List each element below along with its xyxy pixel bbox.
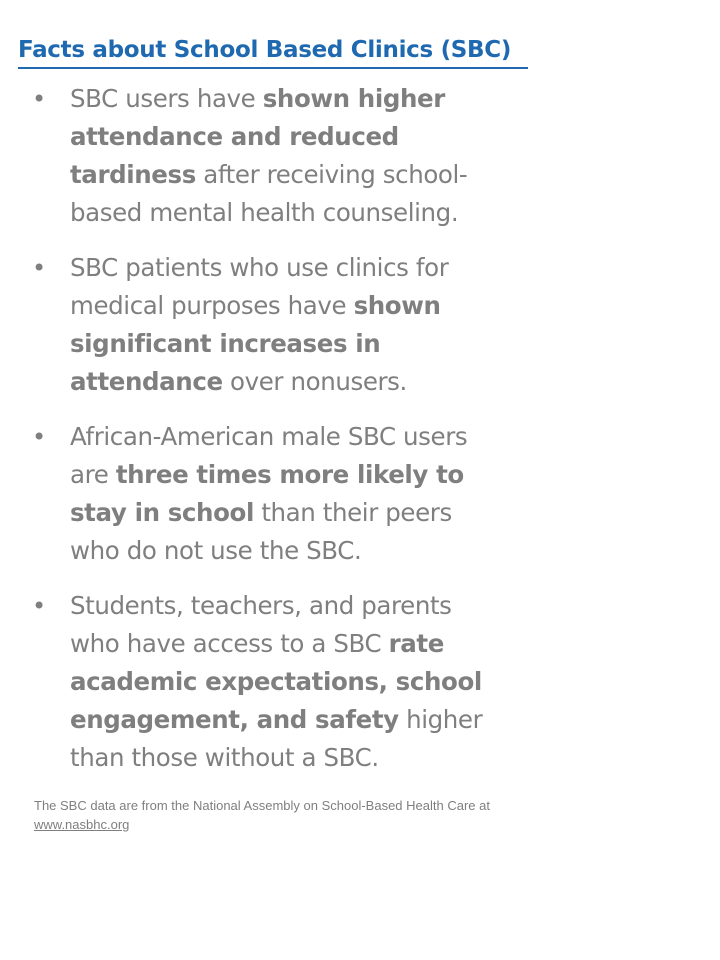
bullet-text: African-American male SBC users are <box>70 422 468 489</box>
list-item <box>32 587 502 777</box>
bullet-text: than their peers who do not use the SBC. <box>70 498 452 565</box>
bullet-text: SBC users have <box>70 84 263 113</box>
bullet-text: over nonusers. <box>222 367 407 396</box>
bullet-emphasis: three times more likely to stay in school <box>70 460 464 527</box>
bullet-text: SBC patients who use clinics for medical purposes have <box>70 253 449 320</box>
list-item <box>32 80 502 232</box>
footnote-text: The SBC data are from the National Assembly on School-Based Health Care at <box>34 798 490 813</box>
source-link[interactable]: www.nasbhc.org <box>34 817 130 832</box>
page-title: Facts about School Based Clinics (SBC) <box>18 34 528 69</box>
bullet-emphasis: rate academic expectations, school engagement, and safety <box>70 629 482 734</box>
bullet-icon: • <box>32 254 46 282</box>
source-footnote <box>34 796 504 834</box>
bullet-icon: • <box>32 592 46 620</box>
bullet-icon: • <box>32 85 46 113</box>
bullet-emphasis: shown significant increases in attendance <box>70 291 441 396</box>
facts-list <box>32 80 502 794</box>
bullet-icon: • <box>32 423 46 451</box>
list-item <box>32 418 502 570</box>
bullet-emphasis: shown higher attendance and reduced tardiness <box>70 84 445 189</box>
bullet-text: after receiving school-based mental health counseling. <box>70 160 468 227</box>
list-item <box>32 249 502 401</box>
bullet-text: higher than those without a SBC. <box>70 705 483 772</box>
bullet-text: Students, teachers, and parents who have access to a SBC <box>70 591 452 658</box>
